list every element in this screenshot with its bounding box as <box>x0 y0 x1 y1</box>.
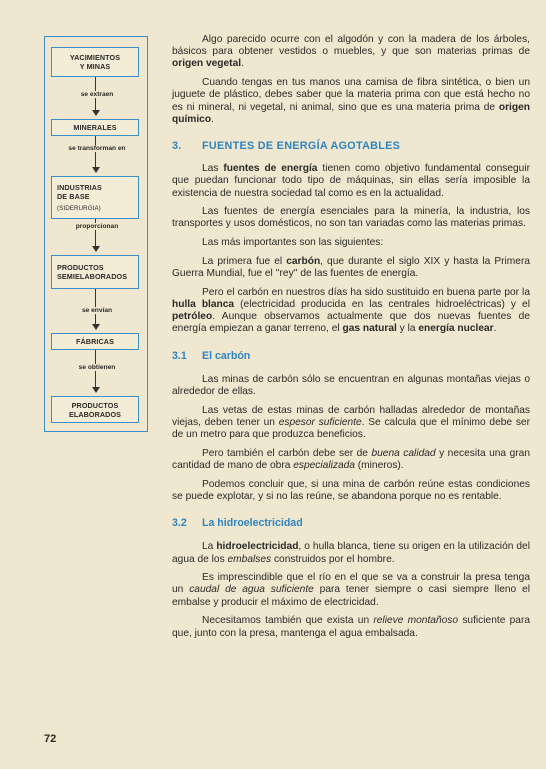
arrow-down-icon <box>92 246 100 252</box>
paragraph: Las minas de carbón sólo se encuentran en algunas montañas viejas o alrededor de ellas. <box>172 373 530 397</box>
diagram-box-minerales <box>51 119 139 136</box>
diagram-box-label: FÁBRICAS <box>76 337 114 346</box>
diagram-connector-2 <box>45 136 149 176</box>
connector-label: se extraen <box>80 91 114 98</box>
connector-label: proporcionan <box>75 223 119 230</box>
paragraph: Es imprescindible que el río en el que se va a construir la presa tenga un caudal de agua suficiente para tener siempre o casi siempre lleno el embalse y producir el máximo de electricidad. <box>172 572 530 608</box>
paragraph: Cuando tengas en tus manos una camisa de fibra sintética, o bien un juguete de plástico, debes saber que la materia prima con que está hecho no es ni mineral, ni vegetal, ni animal, sino que es una materia prima de origen químico. <box>172 77 530 125</box>
diagram-box-label: INDUSTRIAS DE BASE <box>57 182 102 201</box>
diagram-box-industrias <box>51 176 139 219</box>
arrow-down-icon <box>92 167 100 173</box>
paragraph: Las más importantes son las siguientes: <box>202 237 384 249</box>
page-number: 72 <box>44 733 57 745</box>
main-text-column <box>172 34 530 646</box>
diagram-connector-4 <box>45 289 149 333</box>
paragraph: La primera fue el carbón, que durante el siglo XIX y hasta la Primera Guerra Mundial, fue el ''rey'' de las fuentes de energía. <box>172 255 530 280</box>
arrow-down-icon <box>92 324 100 330</box>
paragraph: Podemos concluir que, si una mina de carbón reúne estas condiciones se puede explotar, y si no las reúne, se abandona porque no es rentable. <box>172 478 530 502</box>
diagram-box-label: PRODUCTOS SEMIELABORADOS <box>57 263 128 281</box>
paragraph: La hidroelectricidad, o hulla blanca, tiene su origen en la utilización del agua de los embalses construidos por el hombre. <box>172 541 530 565</box>
arrow-down-icon <box>92 387 100 393</box>
paragraph: Las fuentes de energía tienen como objetivo fundamental conseguir que puedan funcionar todo tipo de máquinas, sin ellas sería imposible la existencia de nuestra sociedad tal como es en la actualidad. <box>172 163 530 199</box>
diagram-box-label: YACIMIENTOS Y MINAS <box>69 53 121 71</box>
diagram-box-yacimientos <box>51 47 139 77</box>
diagram-connector-1 <box>45 77 149 119</box>
paragraph: Las vetas de estas minas de carbón halladas alrededor de montañas viejas, deben tener un espesor suficiente. Se calcula que el mínimo debe ser de un metro para que produzca beneficios. <box>172 404 530 441</box>
subsection-heading: 3.1 El carbón <box>172 349 251 362</box>
subsection-heading: 3.2 La hidroelectricidad <box>172 517 303 530</box>
section-heading: 3. FUENTES DE ENERGÍA AGOTABLES <box>172 139 401 152</box>
connector-label: se transforman en <box>68 145 126 152</box>
diagram-box-fabricas <box>51 333 139 350</box>
paragraph: Necesitamos también que exista un relieve montañoso suficiente para que, junto con la presa, mantenga el agua embalsada. <box>172 615 531 639</box>
arrow-down-icon <box>92 110 100 116</box>
connector-label: se obtienen <box>78 364 116 371</box>
paragraph: Pero el carbón en nuestros días ha sido sustituido en buena parte por la hulla blanca (electricidad producida en las centrales hidroeléctricas) y el petróleo. Aunque observamos actualmente que dos nuevas fuentes de energía empiezan a ganar terreno, el gas natural y la energía nuclear. <box>172 286 530 335</box>
paragraph: Algo parecido ocurre con el algodón y con la madera de los árboles, básicos para obtener vestidos o muebles, y que son materias primas de origen vegetal. <box>172 34 530 70</box>
diagram-box-label: PRODUCTOS ELABORADOS <box>68 400 122 419</box>
diagram-connector-5 <box>45 350 149 396</box>
diagram-connector-3 <box>45 219 149 255</box>
diagram-box-label: MINERALES <box>73 123 117 132</box>
paragraph: Las fuentes de energía esenciales para la minería, la industria, los transportes y usos domésticos, no son tan variadas como las materias primas. <box>172 206 530 230</box>
connector-label: se envían <box>81 307 113 314</box>
diagram-box-sublabel: (SIDERURGIA) <box>57 204 101 212</box>
diagram-box-elaborados <box>51 396 139 423</box>
production-flow-diagram <box>44 36 148 432</box>
paragraph: Pero también el carbón debe ser de buena calidad y necesita una gran cantidad de mano de obra especializada (mineros). <box>172 447 530 471</box>
connector-line <box>95 136 96 168</box>
diagram-box-semielaborados <box>51 255 139 289</box>
